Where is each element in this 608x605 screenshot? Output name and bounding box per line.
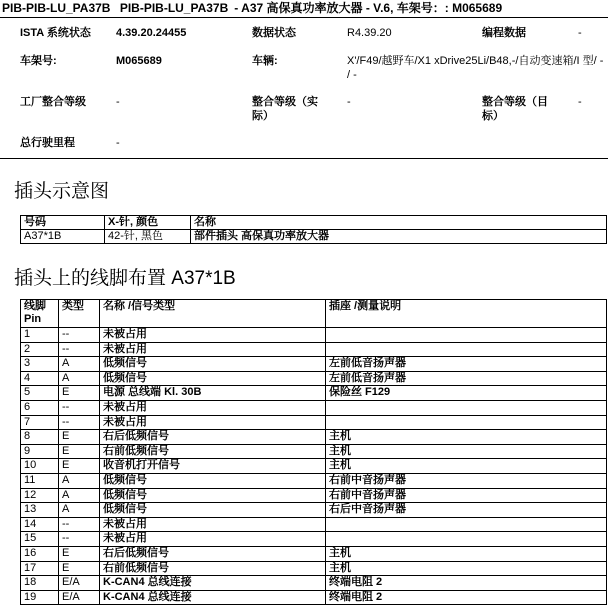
pin-type: A [59,357,100,372]
pin-socket: 主机 [326,546,607,561]
pin-signal: K-CAN4 总线连接 [100,576,326,591]
pin-type: -- [59,517,100,532]
pin-assignment-table [20,299,607,605]
pin-signal: 低频信号 [100,371,326,386]
data-status-value: R4.39.20 [347,27,392,39]
pin-number: 2 [21,342,59,357]
table-row [21,517,607,532]
connector-table-header [21,216,607,230]
col-pins-header: X-针, 颜色 [105,216,191,230]
pin-number: 18 [21,576,59,591]
table-row [21,546,607,561]
connector-pins: 42-针, 黑色 [105,230,191,244]
pin-socket: 终端电阻 2 [326,576,607,591]
connector-diagram-title: 插头示意图 [14,181,110,202]
pin-type: -- [59,400,100,415]
table-row [21,503,607,518]
pin-type: A [59,371,100,386]
page-header [0,0,608,18]
pin-signal: 低频信号 [100,488,326,503]
actual-level-label: 整合等级（实际） [252,96,318,122]
pin-number: 15 [21,532,59,547]
pin-type: -- [59,328,100,343]
pin-type: A [59,473,100,488]
pin-type: E [59,459,100,474]
col-signal-header: 名称 /信号类型 [100,300,326,328]
connector-number: A37*1B [21,230,105,244]
pin-type: -- [59,415,100,430]
table-row [21,357,607,372]
pin-socket [326,532,607,547]
factory-level-label: 工厂整合等级 [20,96,86,108]
mileage-value: - [116,137,120,149]
mileage-label: 总行驶里程 [20,137,75,149]
table-row [21,444,607,459]
pin-number: 7 [21,415,59,430]
pin-table-body [21,328,607,605]
target-level-label: 整合等级（目标） [482,96,548,122]
pin-socket: 右后中音扬声器 [326,503,607,518]
pin-number: 4 [21,371,59,386]
pin-signal: 右后低频信号 [100,430,326,445]
pin-socket: 右前中音扬声器 [326,488,607,503]
pin-signal: 低频信号 [100,473,326,488]
connector-table [20,215,607,244]
pin-number: 8 [21,430,59,445]
pin-number: 14 [21,517,59,532]
ista-value: 4.39.20.24455 [116,27,187,39]
table-row [21,342,607,357]
pin-type: E [59,561,100,576]
pin-socket [326,328,607,343]
vehicle-info-block [0,19,608,159]
factory-level-value: - [116,96,120,108]
pin-signal: 右前低频信号 [100,561,326,576]
col-number-header: 号码 [21,216,105,230]
pin-number: 9 [21,444,59,459]
table-row [21,532,607,547]
pin-socket [326,517,607,532]
pin-number: 13 [21,503,59,518]
pin-type: -- [59,342,100,357]
pin-socket: 终端电阻 2 [326,590,607,605]
pin-number: 1 [21,328,59,343]
pin-socket [326,400,607,415]
prog-data-label: 编程数据 [482,27,526,39]
pin-signal: 未被占用 [100,415,326,430]
pin-type: E/A [59,590,100,605]
table-row [21,561,607,576]
pin-type: E [59,546,100,561]
table-row [21,415,607,430]
prog-data-value: - [578,27,582,39]
table-row [21,371,607,386]
pin-socket: 主机 [326,459,607,474]
pin-type: E/A [59,576,100,591]
data-status-label: 数据状态 [252,27,296,39]
pin-type: A [59,503,100,518]
vehicle-value: X'/F49/越野车/X1 xDrive25Li/B48,-/自动变速箱/I 型/ - / - [347,55,604,81]
doc-code-1: PIB-PIB-LU_PA37B [2,1,111,15]
table-row [21,459,607,474]
pin-number: 12 [21,488,59,503]
table-row [21,400,607,415]
vin-value: M065689 [116,55,162,67]
table-row [21,386,607,401]
pin-socket: 左前低音扬声器 [326,357,607,372]
table-row [21,430,607,445]
pin-signal: 右后低频信号 [100,546,326,561]
pin-socket: 主机 [326,430,607,445]
vin-label: 车架号: [20,55,57,67]
pin-number: 19 [21,590,59,605]
pin-number: 10 [21,459,59,474]
table-row [21,488,607,503]
col-socket-header: 插座 /测量说明 [326,300,607,328]
pin-type: E [59,444,100,459]
pin-socket: 左前低音扬声器 [326,371,607,386]
pin-signal: 未被占用 [100,517,326,532]
pin-type: -- [59,532,100,547]
pin-number: 5 [21,386,59,401]
pin-type: A [59,488,100,503]
doc-title: - A37 高保真功率放大器 - V.6, 车架号：: M065689 [234,1,503,15]
pin-signal: 未被占用 [100,342,326,357]
pin-signal: K-CAN4 总线连接 [100,590,326,605]
connector-table-row [21,230,607,244]
connector-name: 部件插头 高保真功率放大器 [191,230,607,244]
vehicle-label: 车辆: [252,55,278,67]
pin-socket [326,415,607,430]
pin-signal: 电源 总线端 Kl. 30B [100,386,326,401]
col-name-header: 名称 [191,216,607,230]
pin-signal: 低频信号 [100,503,326,518]
pin-signal: 右前低频信号 [100,444,326,459]
col-pin-header: 线脚 Pin [21,300,59,328]
pin-number: 16 [21,546,59,561]
pin-assignment-title: 插头上的线脚布置 A37*1B [14,268,236,289]
table-row [21,576,607,591]
pin-signal: 收音机打开信号 [100,459,326,474]
pin-socket: 保险丝 F129 [326,386,607,401]
pin-number: 17 [21,561,59,576]
pin-number: 11 [21,473,59,488]
table-row [21,473,607,488]
pin-number: 3 [21,357,59,372]
pin-socket: 主机 [326,561,607,576]
pin-type: E [59,430,100,445]
pin-socket: 主机 [326,444,607,459]
ista-label: ISTA 系统状态 [20,27,91,39]
pin-socket: 右前中音扬声器 [326,473,607,488]
pin-type: E [59,386,100,401]
doc-code-2: PIB-PIB-LU_PA37B [119,1,229,15]
pin-signal: 未被占用 [100,328,326,343]
pin-signal: 低频信号 [100,357,326,372]
target-level-value: - [578,96,582,108]
actual-level-value: - [347,96,351,108]
table-row [21,328,607,343]
col-type-header: 类型 [59,300,100,328]
pin-socket [326,342,607,357]
pin-number: 6 [21,400,59,415]
pin-signal: 未被占用 [100,532,326,547]
pin-signal: 未被占用 [100,400,326,415]
pin-table-header [21,300,607,328]
